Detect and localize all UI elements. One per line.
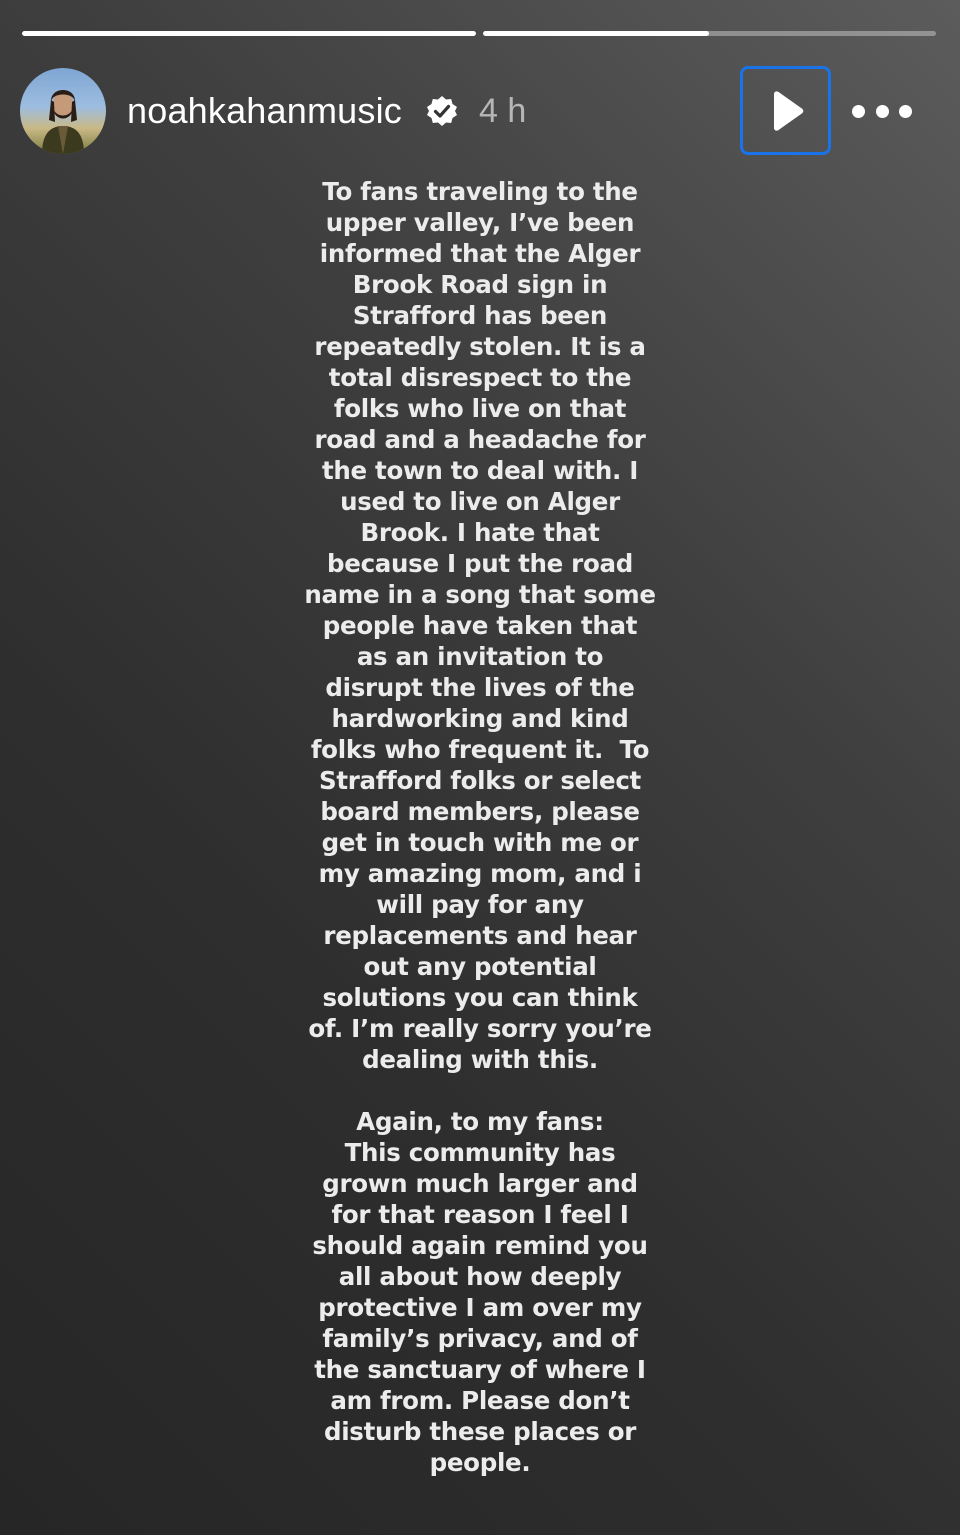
story-text: To fans traveling to the upper valley, I’ve been informed that the Alger Brook Road sign in Strafford has been repeatedly stolen. It is a total disrespect to the folks who live on that road and a headache for the town to deal with. I used to live on Alger Brook. I hate that because I put the road name in a song that some people have taken that as an invitation to disrupt the lives of the hardworking and kind folks who frequent it. To Strafford folks or select board members, please get in touch with me or my amazing mom, and i will pay for any replacements and hear out any potential solutions you can think of. I’m really sorry you’re dealing with this. Again, to my fans: This community has grown much larger and for that reason I feel I should again remind you all about how deeply protective I am over my family’s privacy, and of the sanctuary of where I am from. Please don’t disturb these places or people. (304, 177, 656, 1477)
more-options-button[interactable] (852, 96, 912, 126)
avatar[interactable] (20, 68, 106, 154)
post-time: 4 h (479, 92, 527, 130)
progress-fill-2 (483, 31, 710, 36)
story-progress-bar (22, 31, 936, 36)
story-header (20, 68, 940, 154)
progress-segment-2 (483, 31, 937, 36)
more-options-icon-dot (876, 105, 889, 118)
verified-badge-icon (425, 94, 459, 128)
username[interactable]: noahkahanmusic (127, 90, 402, 131)
more-options-icon-dot (899, 105, 912, 118)
progress-segment-1 (22, 31, 476, 36)
play-button[interactable] (740, 66, 831, 155)
more-options-icon-dot (852, 105, 865, 118)
play-icon (766, 90, 806, 132)
avatar-portrait-image (20, 68, 106, 154)
progress-fill-1 (22, 31, 476, 36)
